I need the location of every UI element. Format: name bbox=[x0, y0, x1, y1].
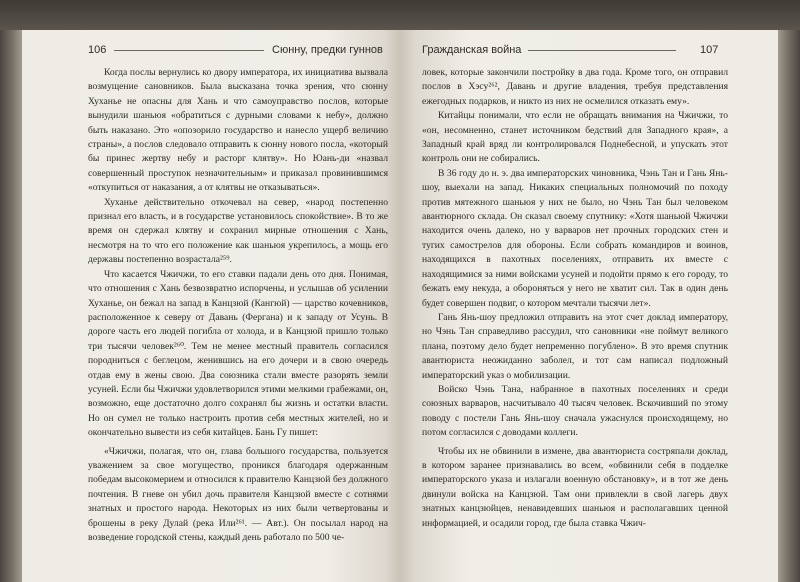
paragraph: Чтобы их не обвинили в измене, два авантюриста состряпали доклад, в котором заранее признавались во всем, «обвинили себя в подделке императорского указа и излагали военную обстановку», и в тот же день двинули войска на Канцзюй. Там они привлекли в свой лагерь двух знатных канцзюйцев, ненавидевших шаньюя и располагавших ценной информацией, и осадили город, где была ставка Чжич- bbox=[422, 445, 728, 529]
paragraph: Китайцы понимали, что если не обращать внимания на Чжичжи, то «он, несомненно, станет источником бедствий для Западного края», а Западный край вряд ли контролировался Поднебесной, и упускать этот контроль они не собирались. bbox=[422, 110, 728, 165]
paragraph: Когда послы вернулись ко двору императора, их инициатива вызвала возмущение сановников. Была высказана точка зрения, что сюнну Хуханье не опасны для Хань и что самоуправство послов, которые вынудили шаньюя «обратиться с дурными словами к небу», должно быть наказано. Это «опозорило государство и нанесло ущерб величию страны», а послов следовало отправить к сюнну нового посла, «который бы принес жертву небу и расторг клятву». Но Юань-ди «назвал совершенный проступок незначительным» и приказал провинившимся «откупиться от наказания, а от клятвы не отказываться». bbox=[88, 67, 388, 194]
left-page-number: 106 bbox=[88, 44, 107, 56]
scanner-background bbox=[0, 0, 800, 30]
paragraph: Войско Чэнь Тана, набранное в пахотных поселениях и среди союзных варваров, насчитывало 40 тысяч человек. Вскочивший по этому поводу с постели Гань Янь-шоу сначала ужаснулся происходящему, но потом согласился с доводами коллеги. bbox=[422, 383, 728, 439]
quote-paragraph: «Чжичжи, полагая, что он, глава большого государства, пользуется уважением за свое могущество, проникся благодаря одержанным победам высокомерием и относился к правителю Канцзюй без должного почтения. В гневе он убил дочь правителя Канцзюй вместе с сотнями знатных и простого народа. Некоторых из них были четвертованы и брошены в реку Дулай (река Или²⁶¹. — Авт.). Он посылал народ на возведение городской стены, каждый день работало по 500 че- bbox=[88, 445, 388, 543]
left-page-edges bbox=[0, 30, 22, 582]
right-header-rule bbox=[528, 50, 676, 51]
paragraph: ловек, которые закончили постройку в два года. Кроме того, он отправил послов в Хэсу²⁶², Давань и другие владения, требуя представления ежегодных подарков, и никто из них не осмелился отказать ему». bbox=[422, 67, 728, 107]
right-page bbox=[400, 30, 778, 582]
left-page-text bbox=[88, 66, 388, 545]
paragraph: Что касается Чжичжи, то его ставки падали день ото дня. Понимая, что отношения с Хань безвозвратно испорчены, и услышав об усилении Хуханье, он бежал на запад в Канцзюй (Кангюй) — царство кочевников, расположенное к северу от Давань (Фергана) и к западу от Усунь. В дороге часть его людей погибла от холода, и в Канцзюй пришло только три тысячи человек²⁶⁰. Тем не менее местный правитель согласился породниться с беглецом, женившись на его дочери и в свою очередь отдав ему в жены свою. Два союзника стали вместе разорять земли усуней. Если бы Чжичжи удовлетворился этими мелкими грабежами, он, возможно, еще достаточно долго сохранял бы жизнь и остатки власти. Но он сумел не только настроить против себя местных жителей, но и окончательно вывести из себя китайцев. Бань Гу пишет: bbox=[88, 268, 388, 439]
right-running-head: Гражданская война bbox=[422, 44, 522, 56]
right-page-edges bbox=[778, 30, 800, 582]
left-page bbox=[22, 30, 400, 582]
left-header-rule bbox=[114, 50, 264, 51]
paragraph: Хуханье действительно откочевал на север, «народ постепенно признал его власть, и в государстве установилось спокойствие». В то же время он сдержал клятву и сохранил мирные отношения с Хань, несмотря на то что его положение как шаньюя укрепилось, а мощь его державы постепенно возрастала²⁵⁹. bbox=[88, 196, 388, 266]
right-page-text bbox=[422, 66, 728, 531]
paragraph: В 36 году до н. э. два императорских чиновника, Чэнь Тан и Гань Янь-шоу, выехали на запад. Никаких специальных полномочий по походу против мятежного шаньюя у них не было, но Чэнь Тан был человеком авантюрного склада. Он сказал своему спутнику: «Хотя шаньюй Чжичжи находится очень далеко, но у варваров нет прочных городских стен и тугих самострелов для обороны. Если собрать командиров и воинов, находящихся в пахотных поселениях, отправить их вместе с находящимися за ними войсками усуней и подойти прямо к его городу, то бежать ему некуда, а обороняться у него не хватит сил. Так в один день будет совершен подвиг, о котором мечтали тысячи лет». bbox=[422, 167, 728, 309]
left-running-head: Сюнну, предки гуннов bbox=[272, 44, 383, 56]
paragraph: Гань Янь-шоу предложил отправить на этот счет доклад императору, но Чэнь Тан справедливо рассудил, что сановники «не поймут великого плана, поэтому дело будет непременно погублено». В это время спутник авантюриста неожиданно заболел, и тот сам написал подложный императорский указ о мобилизации. bbox=[422, 311, 728, 381]
right-page-number: 107 bbox=[700, 44, 719, 56]
